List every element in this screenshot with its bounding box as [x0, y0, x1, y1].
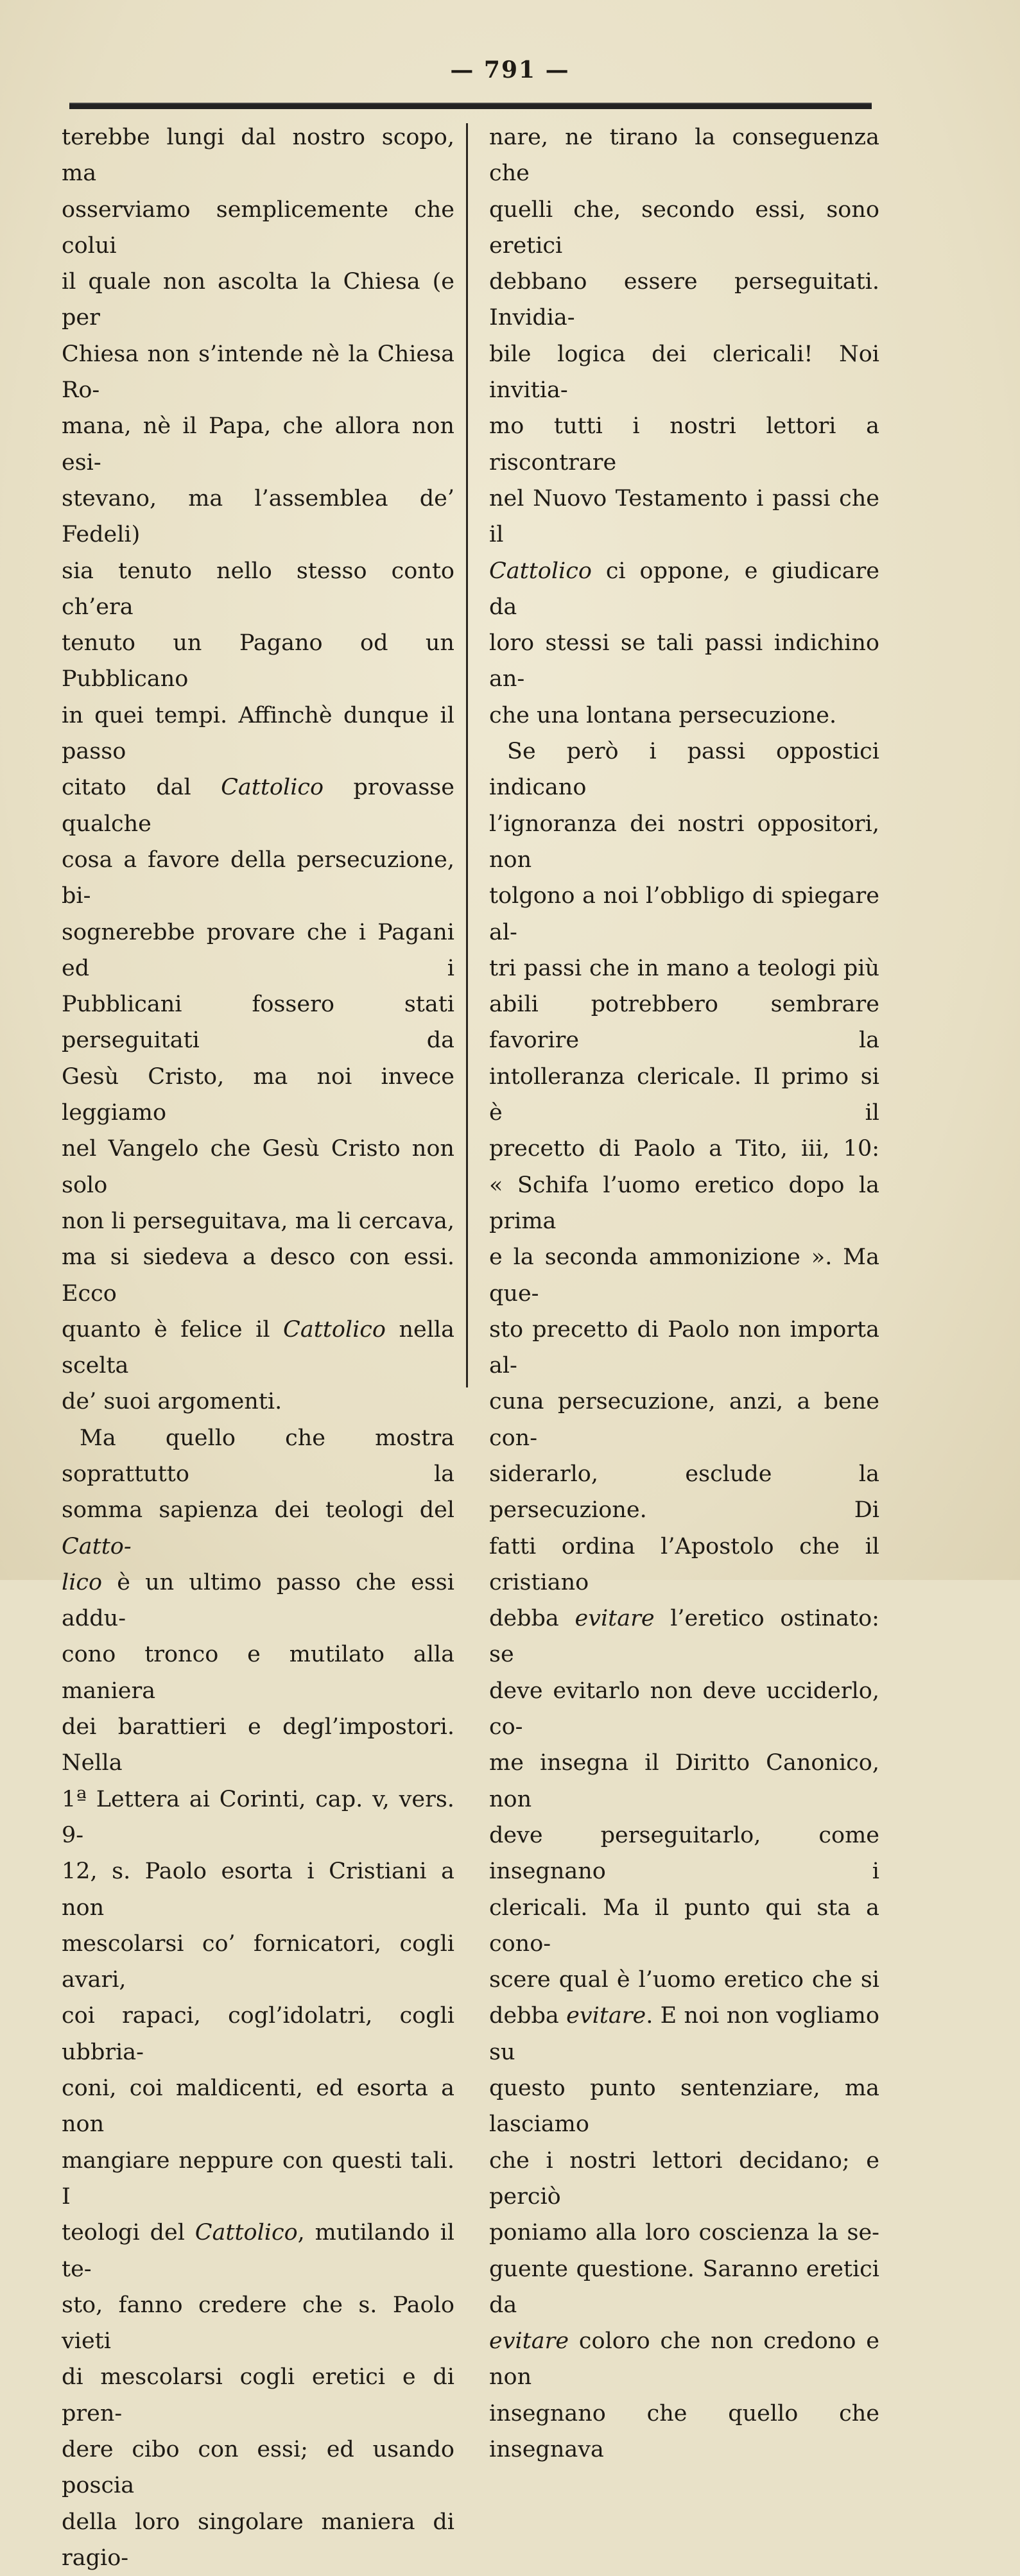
text-line: mo tutti i nostri lettori a riscontrare [489, 413, 879, 476]
text-line: deve perseguitarlo, come insegnano i [489, 1822, 879, 1885]
text-line: me insegna il Diritto Canonico, non [489, 1750, 879, 1812]
header-rule [69, 103, 872, 109]
text-line: tri passi che in mano a teologi più [489, 955, 879, 981]
text-line: citato dal Cattolico provasse qualche [62, 775, 454, 837]
text-line: loro stessi se tali passi indichino an- [489, 630, 879, 692]
page-number: — 791 — [450, 56, 570, 83]
text-line: cuna persecuzione, anzi, a bene con- [489, 1389, 879, 1451]
text-line: « Schifa l’uomo eretico dopo la prima [489, 1172, 879, 1234]
text-line: somma sapienza dei teologi del Catto- [62, 1497, 454, 1559]
text-line: lico è un ultimo passo che essi addu- [62, 1569, 454, 1632]
text-line: nel Vangelo che Gesù Cristo non solo [62, 1136, 454, 1198]
text-line: scere qual è l’uomo eretico che si [489, 1967, 879, 1993]
text-line: osserviamo semplicemente che colui [62, 196, 454, 259]
text-line: fatti ordina l’Apostolo che il cristiano [489, 1533, 879, 1595]
text-line: Pubblicani fossero stati perseguitati da [62, 992, 454, 1054]
text-line: mangiare neppure con questi tali. I [62, 2147, 454, 2210]
text-line: coni, coi maldicenti, ed esorta a non [62, 2075, 454, 2138]
text-line: bile logica dei clericali! Noi invitia- [489, 341, 879, 404]
text-line: questo punto sentenziare, ma lasciamo [489, 2075, 879, 2138]
right-column [489, 119, 879, 2468]
text-line: deve evitarlo non deve ucciderlo, co- [489, 1678, 879, 1740]
text-line: della loro singolare maniera di ragio- [62, 2509, 454, 2571]
text-line: dei barattieri e degl’impostori. Nella [62, 1714, 454, 1776]
text-line: nel Nuovo Testamento i passi che il [489, 485, 879, 548]
text-line: stevano, ma l’assemblea de’ Fedeli) [62, 485, 454, 548]
text-line: evitare coloro che non credono e non [489, 2328, 879, 2391]
text-line: 12, s. Paolo esorta i Cristiani a non [62, 1859, 454, 1921]
text-line: quanto è felice il Cattolico nella scelta [62, 1316, 454, 1379]
text-line: cosa a favore della persecuzione, bi- [62, 846, 454, 909]
text-line: sto, fanno credere che s. Paolo vieti [62, 2292, 454, 2355]
text-line: mana, nè il Papa, che allora non esi- [62, 413, 454, 476]
text-line: Cattolico ci oppone, e giudicare da [489, 558, 879, 620]
text-line: sognerebbe provare che i Pagani ed i [62, 919, 454, 981]
text-line: guente questione. Saranno eretici da [489, 2256, 879, 2318]
text-line: intolleranza clericale. Il primo si è il [489, 1063, 879, 1126]
text-line: clericali. Ma il punto qui sta a cono- [489, 1894, 879, 1957]
text-line: che una lontana persecuzione. [489, 702, 837, 728]
text-line: non li perseguitava, ma li cercava, [62, 1208, 454, 1234]
text-line: debba evitare l’eretico ostinato: se [489, 1606, 879, 1668]
text-line: precetto di Paolo a Tito, iii, 10: [489, 1136, 879, 1162]
text-line: sto precetto di Paolo non importa al- [489, 1316, 879, 1379]
text-line: siderarlo, esclude la persecuzione. Di [489, 1461, 879, 1524]
text-line: l’ignoranza dei nostri oppositori, non [489, 811, 879, 873]
text-line: Se però i passi oppostici indicano [489, 739, 879, 801]
text-line: tenuto un Pagano od un Pubblicano [62, 630, 454, 692]
text-line: poniamo alla loro coscienza la se- [489, 2220, 879, 2246]
text-line: 1ª Lettera ai Corinti, cap. v, vers. 9- [62, 1786, 454, 1848]
text-line: de’ suoi argomenti. [62, 1389, 282, 1415]
text-line: in quei tempi. Affinchè dunque il passo [62, 702, 454, 765]
text-line: terebbe lungi dal nostro scopo, ma [62, 125, 454, 187]
left-column [62, 119, 454, 2576]
text-line: coi rapaci, cogl’idolatri, cogli ubbria- [62, 2003, 454, 2065]
text-line: debba evitare. E noi non vogliamo su [489, 2003, 879, 2065]
text-line: debbano essere perseguitati. Invidia- [489, 269, 879, 331]
text-line: il quale non ascolta la Chiesa (e per [62, 269, 454, 331]
text-line: teologi del Cattolico, mutilando il te- [62, 2220, 454, 2282]
text-line: Chiesa non s’intende nè la Chiesa Ro- [62, 341, 454, 404]
text-line: mescolarsi co’ fornicatori, cogli avari, [62, 1930, 454, 1993]
column-divider [466, 123, 468, 1387]
text-line: Gesù Cristo, ma noi invece leggiamo [62, 1063, 454, 1126]
text-line: tolgono a noi l’obbligo di spiegare al- [489, 883, 879, 945]
text-line: ma si siedeva a desco con essi. Ecco [62, 1244, 454, 1307]
text-line: che i nostri lettori decidano; e perciò [489, 2147, 879, 2210]
text-line: dere cibo con essi; ed usando poscia [62, 2437, 454, 2499]
text-line: Ma quello che mostra soprattutto la [62, 1425, 454, 1487]
text-line: cono tronco e mutilato alla maniera [62, 1642, 454, 1704]
text-line: e la seconda ammonizione ». Ma que- [489, 1244, 879, 1307]
text-line: quelli che, secondo essi, sono eretici [489, 196, 879, 259]
text-line: insegnano che quello che insegnava [489, 2400, 879, 2462]
text-line: sia tenuto nello stesso conto ch’era [62, 558, 454, 620]
text-line: nare, ne tirano la conseguenza che [489, 125, 879, 187]
text-line: abili potrebbero sembrare favorire la [489, 992, 879, 1054]
text-line: di mescolarsi cogli eretici e di pren- [62, 2364, 454, 2426]
